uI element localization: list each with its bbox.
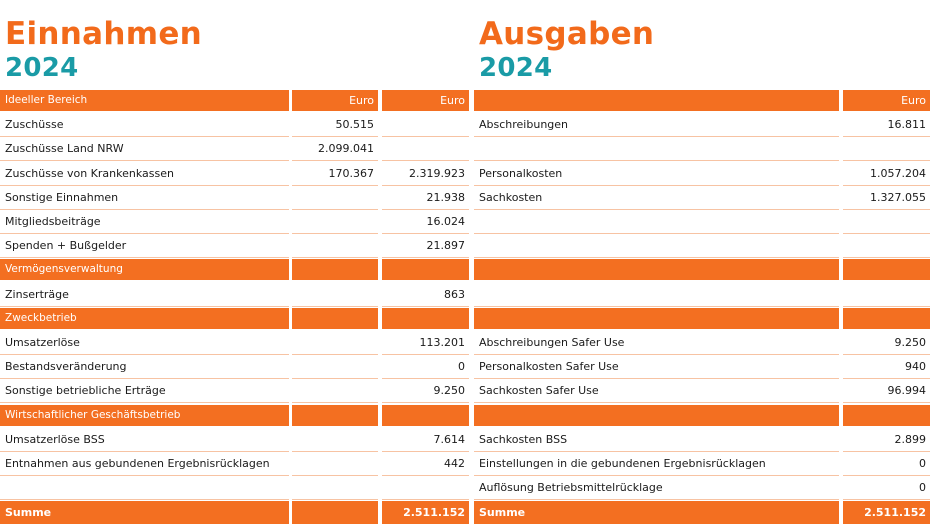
expense-amount-cell: 16.811	[843, 113, 930, 137]
income-label-cell: Ideeller Bereich	[0, 90, 289, 111]
expense-amount-cell: 96.994	[843, 379, 930, 403]
expenses-heading	[479, 16, 654, 84]
income-amount-cell: 442	[382, 452, 469, 476]
income-amount-cell	[382, 476, 469, 500]
expense-label-cell	[474, 137, 839, 161]
income-amount-cell: 113.201	[382, 331, 469, 355]
section-header-row	[0, 89, 930, 113]
table-row	[0, 355, 930, 379]
income-sub-amount-cell	[292, 501, 378, 524]
table-row	[0, 452, 930, 476]
income-label-cell: Bestandsveränderung	[0, 355, 289, 379]
income-label-cell	[0, 476, 289, 500]
income-amount-cell: 9.250	[382, 379, 469, 403]
expense-amount-cell: 1.057.204	[843, 162, 930, 186]
income-sub-amount-cell	[292, 234, 378, 258]
expenses-title: Ausgaben	[479, 16, 655, 52]
income-amount-cell: Euro	[382, 90, 469, 111]
expense-label-cell	[474, 234, 839, 258]
section-header-row	[0, 307, 930, 331]
income-label-cell: Entnahmen aus gebundenen Ergebnisrücklagen	[0, 452, 289, 476]
expense-amount-cell: 1.327.055	[843, 186, 930, 210]
expense-amount-cell	[843, 405, 930, 426]
expense-label-cell: Sachkosten Safer Use	[474, 379, 839, 403]
income-amount-cell: 7.614	[382, 428, 469, 452]
table-row	[0, 162, 930, 186]
expense-label-cell: Sachkosten BSS	[474, 428, 839, 452]
expense-label-cell	[474, 210, 839, 234]
income-label-cell: Wirtschaftlicher Geschäftsbetrieb	[0, 405, 289, 426]
income-label-cell: Vermögensverwaltung	[0, 259, 289, 280]
income-label-cell: Zinserträge	[0, 283, 289, 307]
expense-amount-cell	[843, 283, 930, 307]
expense-amount-cell: Euro	[843, 90, 930, 111]
expense-label-cell: Sachkosten	[474, 186, 839, 210]
income-amount-cell: 21.938	[382, 186, 469, 210]
expense-label-cell: Summe	[474, 501, 839, 524]
income-sub-amount-cell: 2.099.041	[292, 137, 378, 161]
income-amount-cell: 2.511.152	[382, 501, 469, 524]
expense-label-cell	[474, 283, 839, 307]
income-label-cell: Spenden + Bußgelder	[0, 234, 289, 258]
expense-amount-cell	[843, 137, 930, 161]
expense-label-cell: Personalkosten	[474, 162, 839, 186]
income-sub-amount-cell	[292, 308, 378, 329]
income-title: Einnahmen	[5, 16, 203, 52]
income-amount-cell	[382, 259, 469, 280]
income-amount-cell	[382, 405, 469, 426]
income-amount-cell	[382, 113, 469, 137]
income-label-cell: Zuschüsse	[0, 113, 289, 137]
income-sub-amount-cell	[292, 259, 378, 280]
income-sub-amount-cell: Euro	[292, 90, 378, 111]
expense-amount-cell: 2.511.152	[843, 501, 930, 524]
table-row	[0, 476, 930, 500]
income-sub-amount-cell	[292, 428, 378, 452]
income-label-cell: Mitgliedsbeiträge	[0, 210, 289, 234]
income-label-cell: Zweckbetrieb	[0, 308, 289, 329]
table-row	[0, 186, 930, 210]
income-sub-amount-cell	[292, 355, 378, 379]
expense-amount-cell: 0	[843, 476, 930, 500]
expense-label-cell: Einstellungen in die gebundenen Ergebnisrücklagen	[474, 452, 839, 476]
expense-amount-cell: 0	[843, 452, 930, 476]
table-row	[0, 428, 930, 452]
table-row	[0, 331, 930, 355]
income-year: 2024	[5, 53, 79, 83]
income-label-cell: Umsatzerlöse BSS	[0, 428, 289, 452]
expense-label-cell: Abschreibungen	[474, 113, 839, 137]
income-sub-amount-cell	[292, 331, 378, 355]
income-label-cell: Zuschüsse Land NRW	[0, 137, 289, 161]
expense-label-cell	[474, 259, 839, 280]
expense-label-cell	[474, 405, 839, 426]
income-sub-amount-cell	[292, 186, 378, 210]
expense-amount-cell	[843, 308, 930, 329]
income-sub-amount-cell	[292, 405, 378, 426]
table-row	[0, 137, 930, 161]
expense-amount-cell	[843, 259, 930, 280]
income-label-cell: Zuschüsse von Krankenkassen	[0, 162, 289, 186]
income-amount-cell: 2.319.923	[382, 162, 469, 186]
expense-amount-cell	[843, 210, 930, 234]
expense-amount-cell: 940	[843, 355, 930, 379]
income-sub-amount-cell	[292, 210, 378, 234]
income-label-cell: Sonstige betriebliche Erträge	[0, 379, 289, 403]
income-amount-cell: 0	[382, 355, 469, 379]
expense-amount-cell: 2.899	[843, 428, 930, 452]
expense-label-cell	[474, 90, 839, 111]
section-header-row	[0, 404, 930, 428]
income-sub-amount-cell	[292, 452, 378, 476]
income-amount-cell	[382, 137, 469, 161]
income-sub-amount-cell	[292, 379, 378, 403]
expense-amount-cell	[843, 234, 930, 258]
expense-amount-cell: 9.250	[843, 331, 930, 355]
income-sub-amount-cell: 170.367	[292, 162, 378, 186]
total-row	[0, 500, 930, 524]
income-sub-amount-cell: 50.515	[292, 113, 378, 137]
expenses-year: 2024	[479, 53, 553, 83]
income-sub-amount-cell	[292, 283, 378, 307]
income-amount-cell	[382, 308, 469, 329]
table-row	[0, 113, 930, 137]
table-row	[0, 210, 930, 234]
expense-label-cell: Abschreibungen Safer Use	[474, 331, 839, 355]
income-label-cell: Sonstige Einnahmen	[0, 186, 289, 210]
income-amount-cell: 21.897	[382, 234, 469, 258]
income-label-cell: Summe	[0, 501, 289, 524]
income-label-cell: Umsatzerlöse	[0, 331, 289, 355]
table-row	[0, 234, 930, 258]
expense-label-cell: Auflösung Betriebsmittelrücklage	[474, 476, 839, 500]
income-amount-cell: 16.024	[382, 210, 469, 234]
table-row	[0, 379, 930, 403]
section-header-row	[0, 258, 930, 282]
income-amount-cell: 863	[382, 283, 469, 307]
income-heading	[5, 16, 202, 84]
income-sub-amount-cell	[292, 476, 378, 500]
table-row	[0, 283, 930, 307]
expense-label-cell	[474, 308, 839, 329]
expense-label-cell: Personalkosten Safer Use	[474, 355, 839, 379]
